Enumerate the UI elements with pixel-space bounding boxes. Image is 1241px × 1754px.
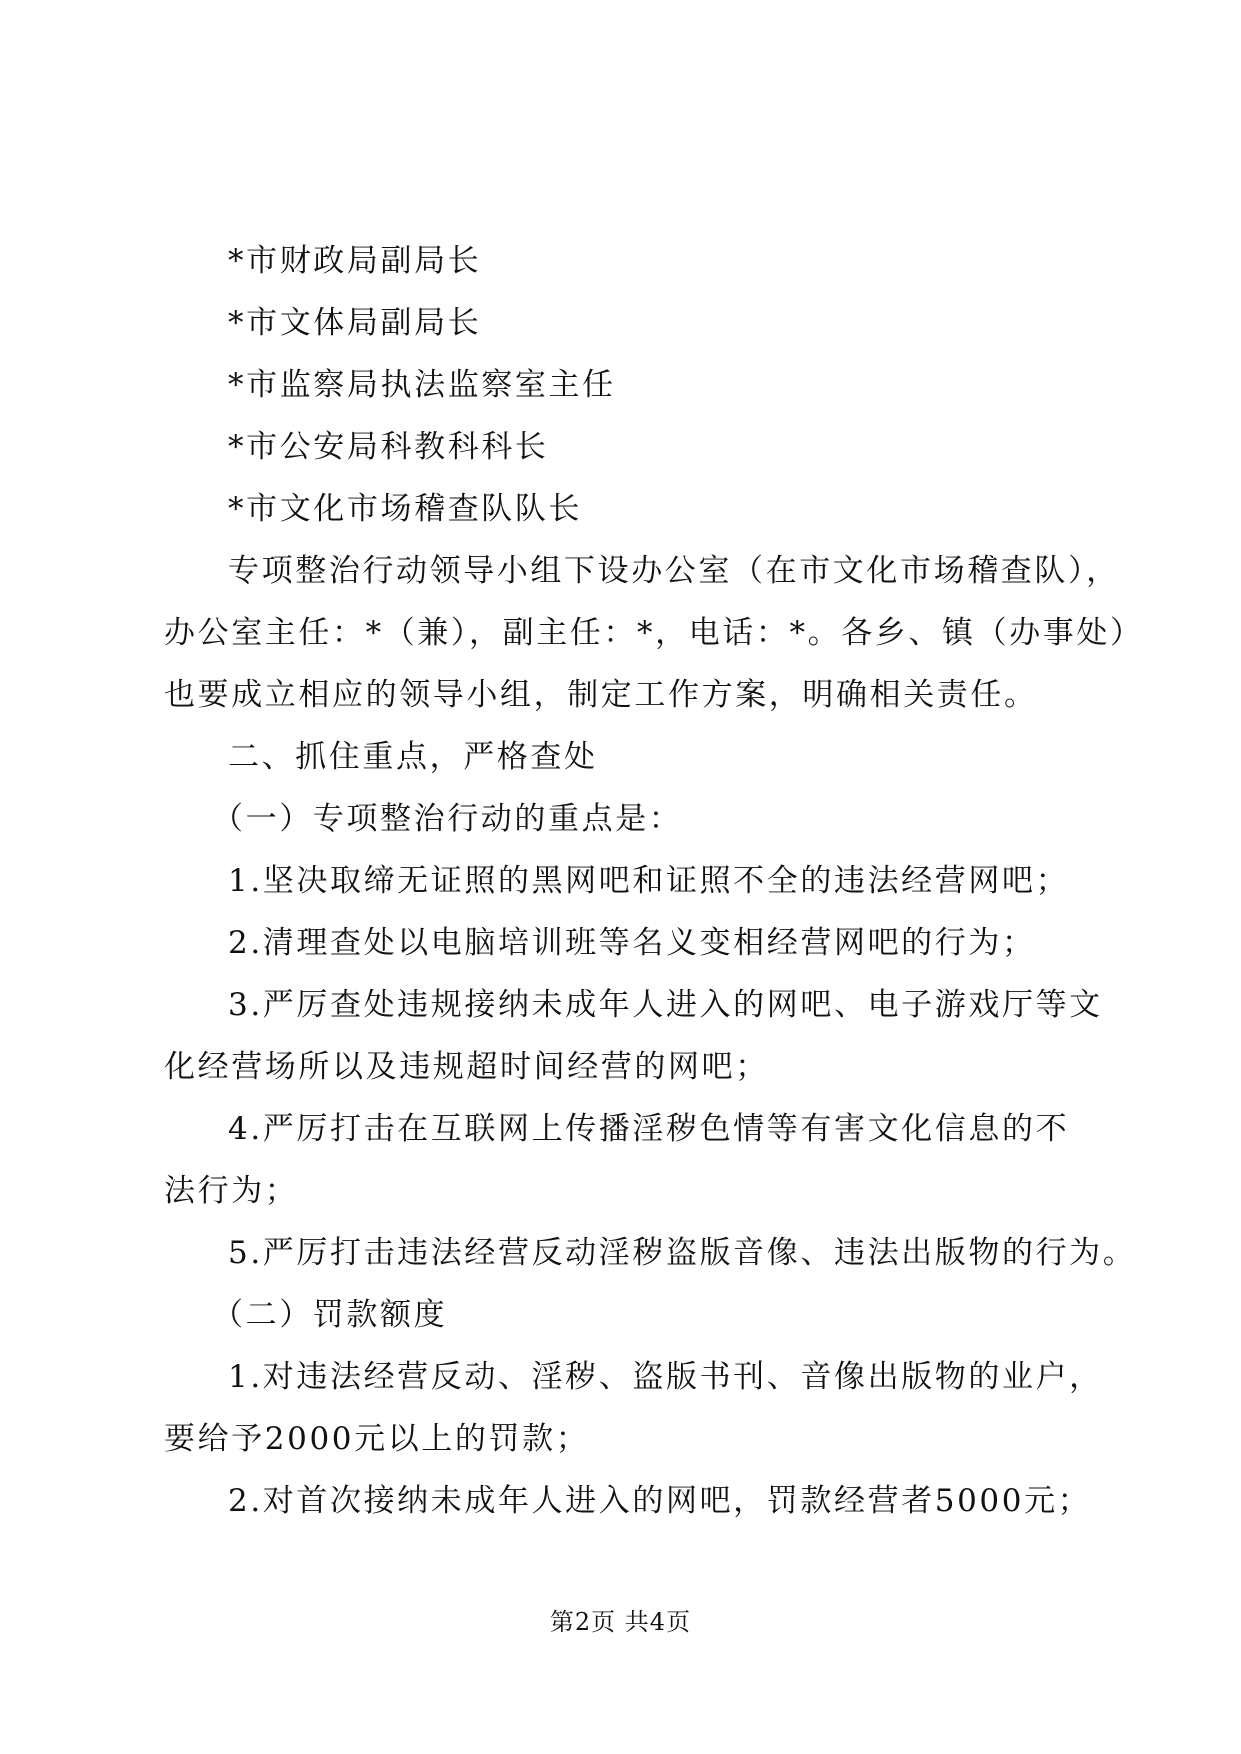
paragraph-line: 办公室主任：*（兼），副主任：*，电话：*。各乡、镇（办事处） (164, 615, 1144, 651)
list-item: 3.严厉查处违规接纳未成年人进入的网吧、电子游戏厅等文 (228, 987, 1103, 1023)
subsection-heading: （一）专项整治行动的重点是： (212, 801, 683, 837)
text-line: *市文体局副局长 (228, 305, 482, 341)
list-item: 5.严厉打击违法经营反动淫秽盗版音像、违法出版物的行为。 (228, 1235, 1137, 1271)
list-item-continuation: 法行为； (164, 1173, 299, 1209)
page-footer: 第2页 共4页 (549, 1608, 692, 1636)
list-item: 4.严厉打击在互联网上传播淫秽色情等有害文化信息的不 (228, 1111, 1070, 1147)
list-item: 1.坚决取缔无证照的黑网吧和证照不全的违法经营网吧； (228, 863, 1070, 899)
list-item: 2.清理查处以电脑培训班等名义变相经营网吧的行为； (228, 925, 1036, 961)
subsection-heading: （二）罚款额度 (212, 1297, 448, 1333)
list-item: 1.对违法经营反动、淫秽、盗版书刊、音像出版物的业户， (228, 1359, 1103, 1395)
list-item-continuation: 要给予2000元以上的罚款； (164, 1421, 590, 1457)
text-line: *市财政局副局长 (228, 243, 482, 279)
paragraph-line: 专项整治行动领导小组下设办公室（在市文化市场稽查队）， (228, 553, 1120, 589)
text-line: *市监察局执法监察室主任 (228, 367, 616, 403)
text-line: *市公安局科教科科长 (228, 429, 549, 465)
text-line: *市文化市场稽查队队长 (228, 491, 583, 527)
list-item: 2.对首次接纳未成年人进入的网吧，罚款经营者5000元； (228, 1483, 1092, 1519)
list-item-continuation: 化经营场所以及违规超时间经营的网吧； (164, 1049, 769, 1085)
section-heading: 二、抓住重点，严格查处 (228, 739, 598, 775)
document-body (164, 230, 1144, 1532)
paragraph-line: 也要成立相应的领导小组，制定工作方案，明确相关责任。 (164, 677, 1038, 713)
